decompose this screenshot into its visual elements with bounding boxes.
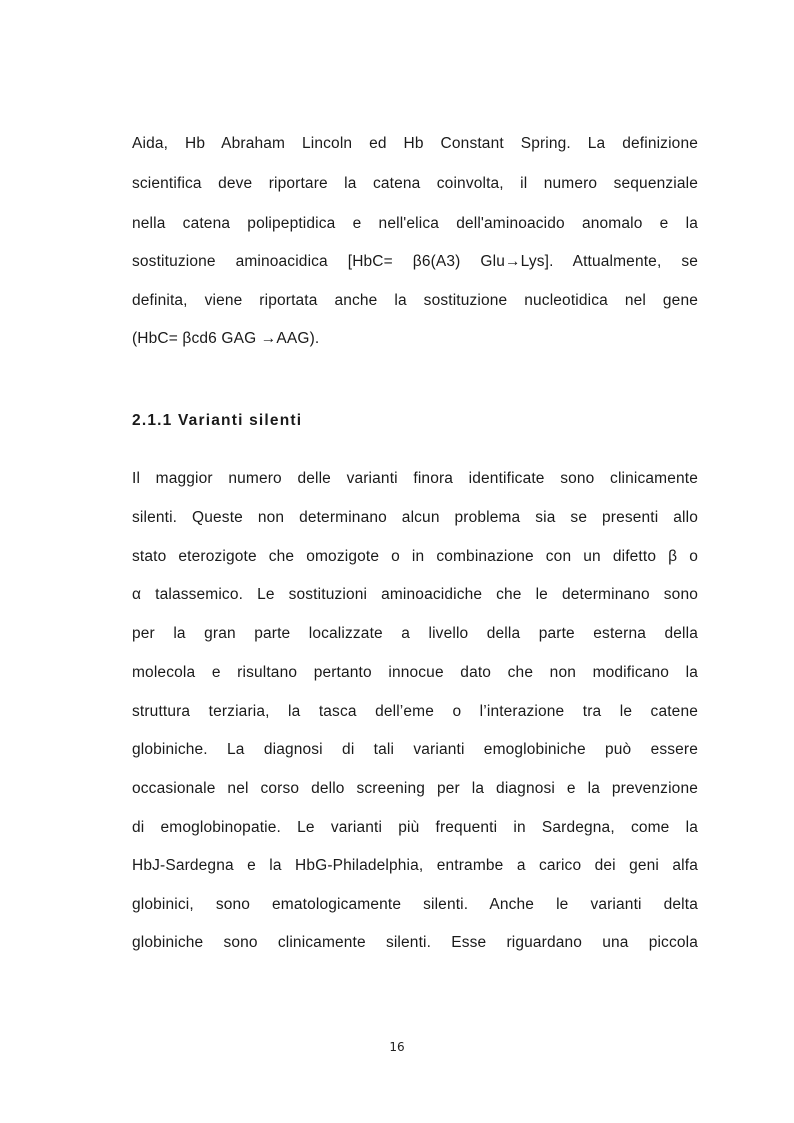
text-line: occasionale nel corso dello screening per la diagnosi e la prevenzione: [132, 780, 698, 797]
text-line: HbJ-Sardegna e la HbG-Philadelphia, entrambe a carico dei geni alfa: [132, 857, 698, 874]
text-line: nella catena polipeptidica e nell'elica dell'aminoacido anomalo e la: [132, 215, 698, 232]
text-line: per la gran parte localizzate a livello della parte esterna della: [132, 625, 698, 642]
text-line: (HbC= βcd6 GAG →AAG).: [132, 330, 320, 347]
text-line: sostituzione aminoacidica [HbC= β6(A3) Glu→Lys]. Attualmente, se: [132, 253, 698, 270]
text-line: stato eterozigote che omozigote o in combinazione con un difetto β o: [132, 548, 698, 565]
section-heading: 2.1.1 Varianti silenti: [132, 412, 303, 429]
text-line: scientifica deve riportare la catena coinvolta, il numero sequenziale: [132, 175, 698, 192]
text-line: struttura terziaria, la tasca dell’eme o l’interazione tra le catene: [132, 703, 698, 720]
page-number: 16: [389, 1040, 405, 1054]
text-line: definita, viene riportata anche la sostituzione nucleotidica nel gene: [132, 292, 698, 309]
text-line: globiniche sono clinicamente silenti. Esse riguardano una piccola: [132, 934, 698, 951]
text-line: molecola e risultano pertanto innocue dato che non modificano la: [132, 664, 698, 681]
text-line: Aida, Hb Abraham Lincoln ed Hb Constant Spring. La definizione: [132, 135, 698, 152]
text-line: silenti. Queste non determinano alcun problema sia se presenti allo: [132, 509, 698, 526]
text-line: globinici, sono ematologicamente silenti. Anche le varianti delta: [132, 896, 698, 913]
text-line: di emoglobinopatie. Le varianti più frequenti in Sardegna, come la: [132, 819, 698, 836]
text-line: α talassemico. Le sostituzioni aminoacidiche che le determinano sono: [132, 586, 698, 603]
text-line: globiniche. La diagnosi di tali varianti emoglobiniche può essere: [132, 741, 698, 758]
text-line: Il maggior numero delle varianti finora identificate sono clinicamente: [132, 470, 698, 487]
